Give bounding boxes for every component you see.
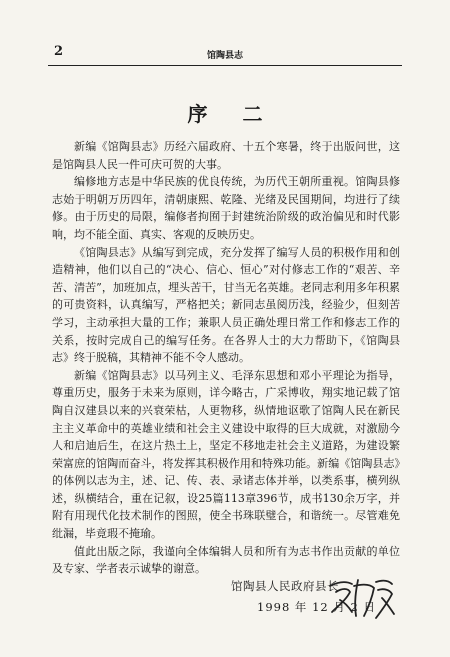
paragraph: 《馆陶县志》从编写到完成，充分发挥了编写人员的积极作用和创造精神，他们以自己的“决心、信心、恒心”对付修志工作的“艰苦、辛苦、清苦”，加班加点，埋头苦干，甘当无名英雄。老同志利用多年积累的可贵资料，认真编写，严格把关；新同志虽阅历浅，经验少，但刻苦学习，主动承担大量的工作；兼职人员正确处理日常工作和修志工作的关系，按时完成自己的编写任务。在各界人士的大力帮助下，《馆陶县志》终于脱稿，其精神不能不令人感动。 — [52, 245, 400, 365]
signatory-title: 馆陶县人民政府县长 — [231, 579, 339, 593]
running-title: 馆陶县志 — [206, 51, 243, 61]
page-header — [48, 40, 402, 66]
paragraph: 编修地方志是中华民族的优良传统，为历代王朝所重视。馆陶县修志始于明朝万历四年，清朝康熙、乾隆、光绪及民国期间，均进行了续修。由于历史的局限，编修者拘囿于封建统治阶级的政治偏见和时代影响，均不能全面、真实、客观的反映历史。 — [52, 175, 400, 241]
signature-block — [0, 572, 450, 642]
page-number: 2 — [54, 44, 64, 59]
handwritten-signature — [326, 572, 398, 622]
preface-body — [52, 138, 400, 578]
paragraph: 新编《馆陶县志》以马列主义、毛泽东思想和邓小平理论为指导，尊重历史，服务于未来为原则，详今略古，广采博收，翔实地记载了馆陶自汉建县以来的兴衰荣枯，人更物移，纵情地讴歌了馆陶人民在新民主主义革命中的英雄业绩和社会主义建设中取得的巨大成就，对激励今人和启迪后生，在这片热土上，坚定不移地走社会主义道路，为建设繁荣富庶的馆陶而奋斗，将发挥其积极作用和特殊功能。新编《馆陶县志》的体例以志为主，述、记、传、表、录诸志体并举，以类系事，横列纵述，纵横结合，重在记叙，设25篇113章396节，成书130余万字，并附有用现代化技术制作的图照，使全书珠联璧合，和谐统一。尽管难免纰漏，毕竟瑕不掩瑜。 — [52, 368, 400, 541]
signature-date: 1998 年 12 月 2 日 — [257, 600, 376, 614]
preface-title: 序 二 — [187, 102, 277, 126]
paragraph: 新编《馆陶县志》历经六届政府、十五个寒暑，终于出版问世，这是馆陶县人民一件可庆可贺的大事。 — [52, 140, 400, 171]
paragraph: 值此出版之际，我谨向全体编辑人员和所有为志书作出贡献的单位及专家、学者表示诚挚的谢意。 — [52, 544, 400, 576]
